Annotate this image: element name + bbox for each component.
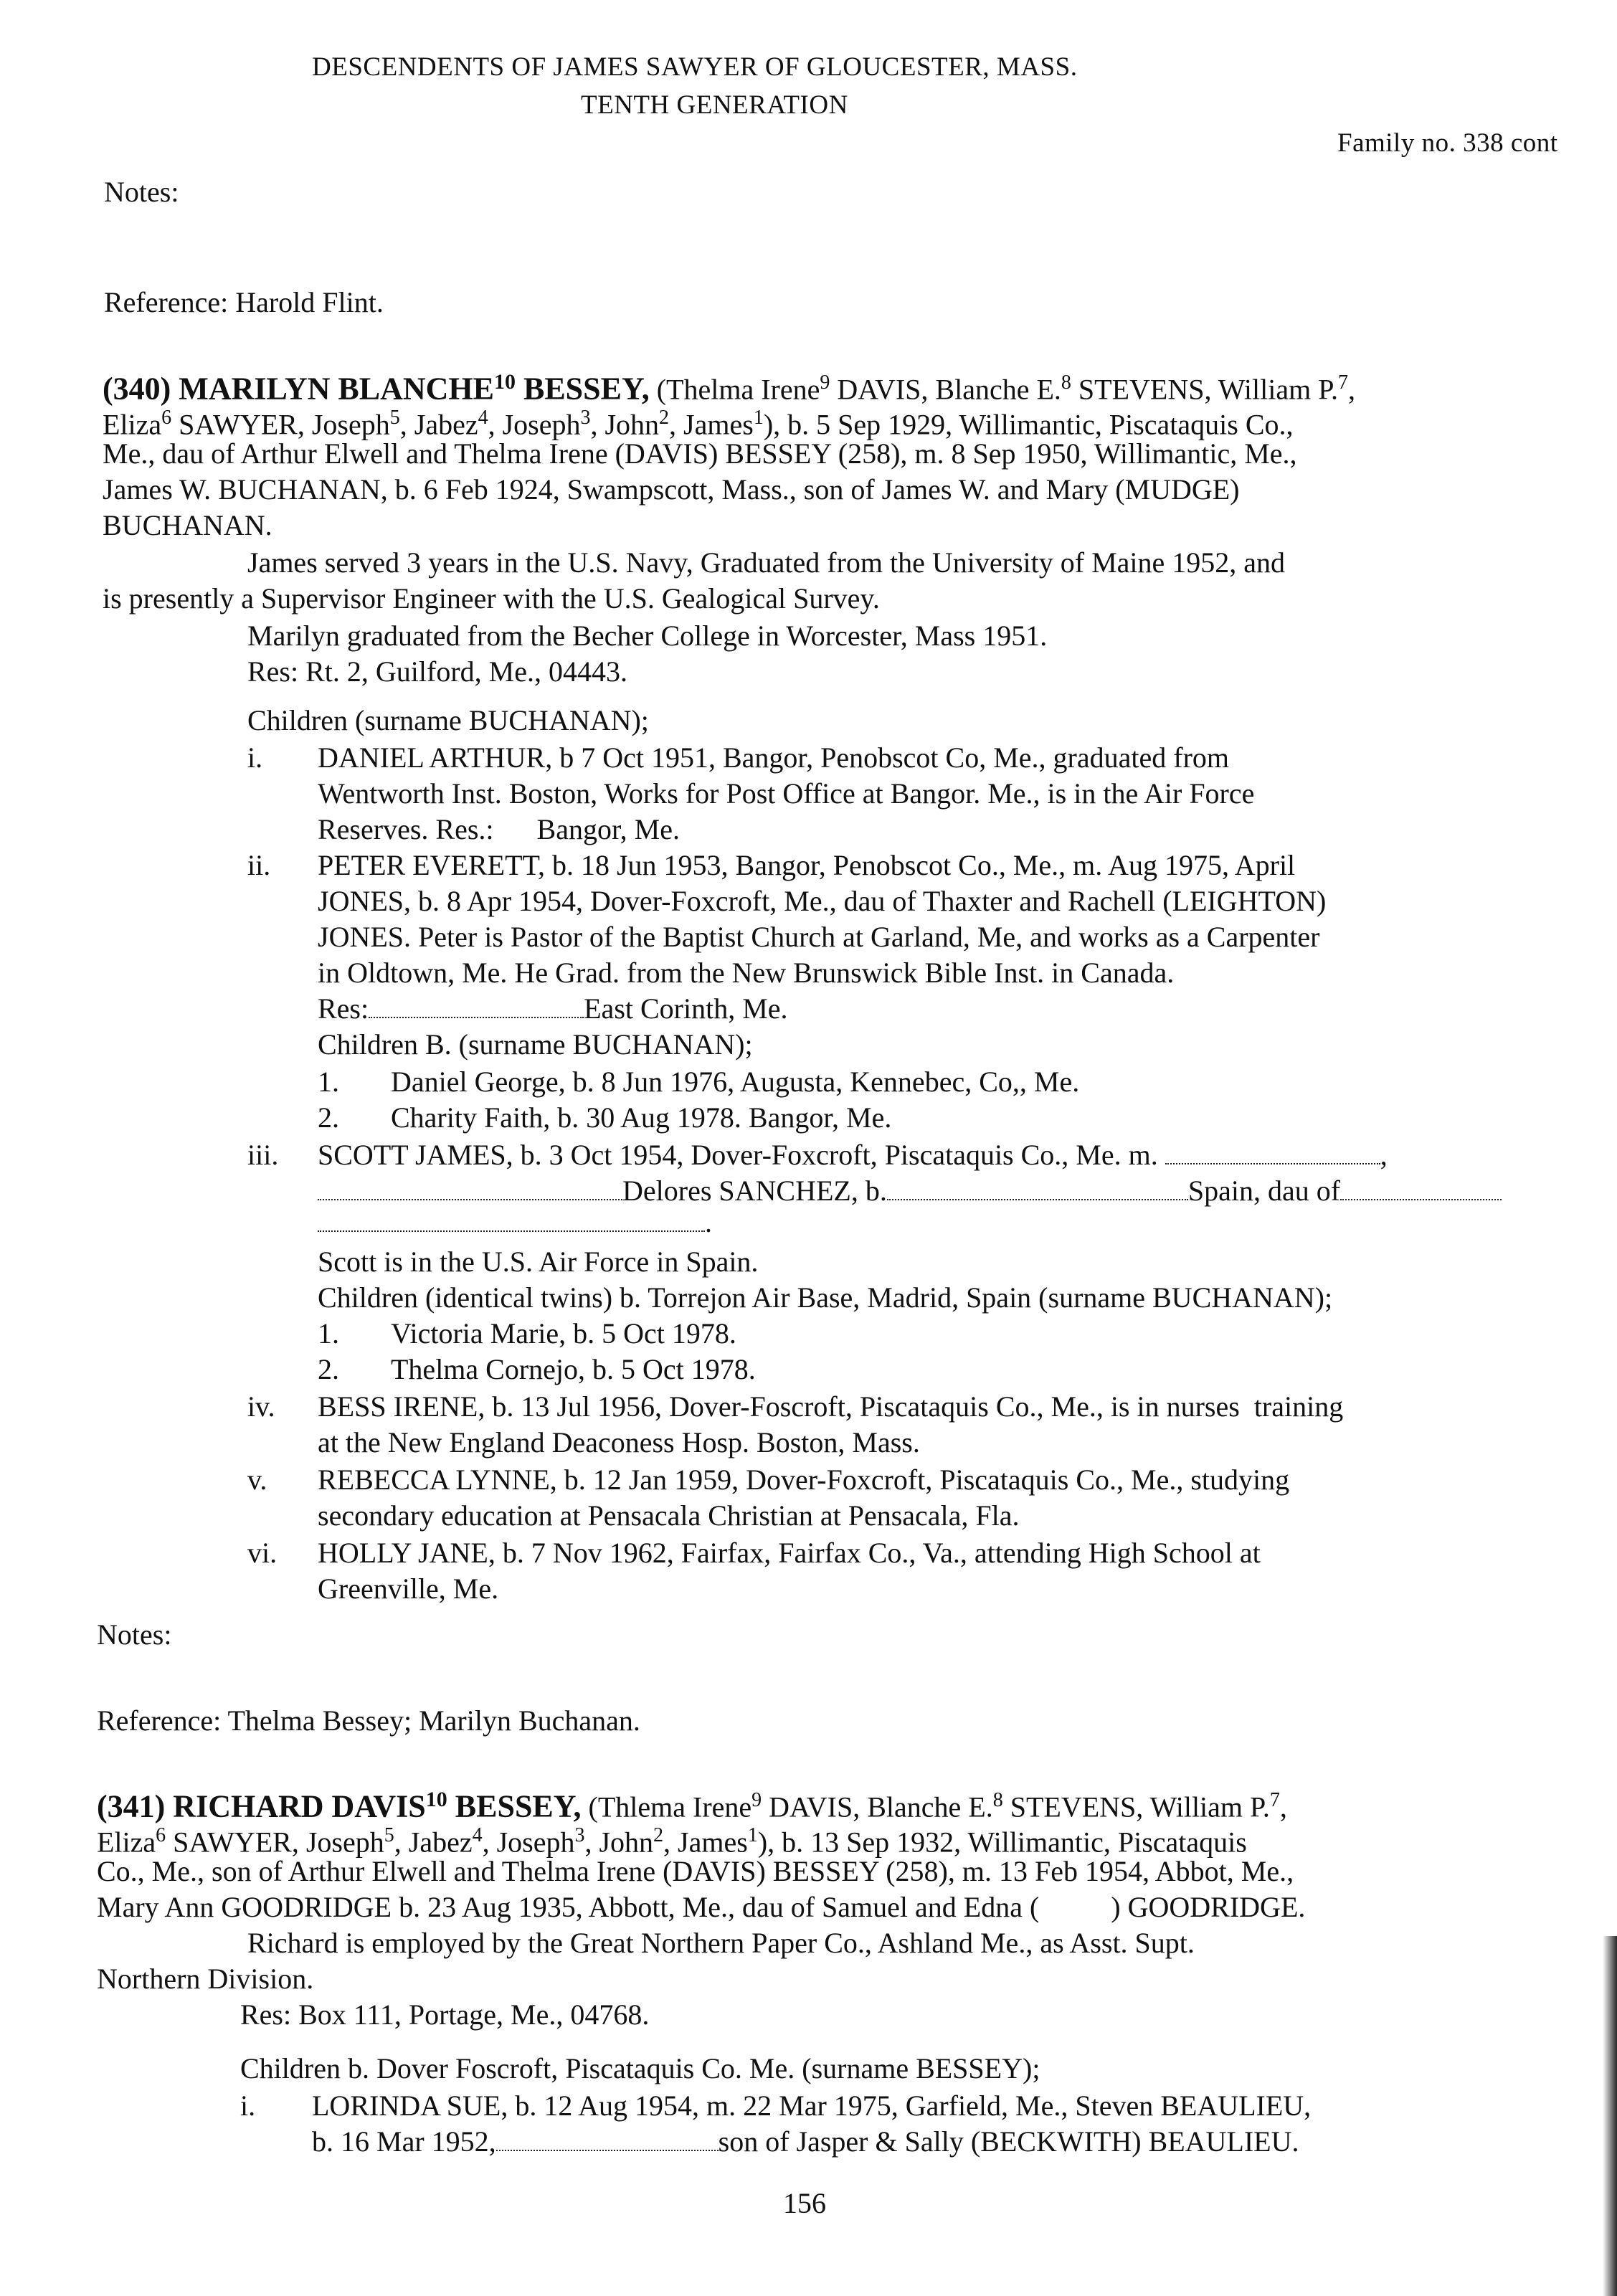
entry-341-residence: Res: Box 111, Portage, Me., 04768. xyxy=(240,1998,650,2031)
notes-label: Notes: xyxy=(97,1618,172,1651)
document-title: DESCENDENTS OF JAMES SAWYER OF GLOUCESTER, MASS. xyxy=(312,52,1078,82)
blank-field xyxy=(1165,1142,1380,1164)
entry-341-line4: Mary Ann GOODRIDGE b. 23 Aug 1935, Abbott, Me., dau of Samuel and Edna ( ) GOODRIDGE. xyxy=(97,1891,1306,1923)
child-1-line1: DANIEL ARTHUR, b 7 Oct 1951, Bangor, Penobscot Co, Me., graduated from xyxy=(318,741,1229,774)
reference-line: Reference: Harold Flint. xyxy=(104,286,384,318)
blank-field xyxy=(1340,1177,1502,1200)
blank-field xyxy=(496,2128,719,2151)
entry-340-para1b: is presently a Supervisor Engineer with the U.S. Gealogical Survey. xyxy=(103,582,880,615)
child-number: vi. xyxy=(247,1537,278,1569)
child-number: iv. xyxy=(247,1390,275,1423)
child-1-line2: b. 16 Mar 1952, son of Jasper & Sally (BECKWITH) BEAULIEU. xyxy=(312,2125,1299,2158)
child-number: ii. xyxy=(247,849,271,881)
child-2-line2: JONES, b. 8 Apr 1954, Dover-Foxcroft, Me., dau of Thaxter and Rachell (LEIGHTON) xyxy=(318,885,1327,917)
grandchild-1: Victoria Marie, b. 5 Oct 1978. xyxy=(391,1317,736,1349)
child-number: v. xyxy=(247,1464,267,1496)
scan-shadow xyxy=(1603,1936,1617,2296)
child-4-line1: BESS IRENE, b. 13 Jul 1956, Dover-Foscroft, Piscataquis Co., Me., is in nurses training xyxy=(318,1390,1344,1423)
entry-341-para1b: Northern Division. xyxy=(97,1963,314,1995)
entry-341-ancestry: Eliza$^6$ SAWYER, Joseph$^5$, Jabez$^4$, Joseph$^3$, John$^2$, James$^1$), b. 13 Sep 1932, Willimantic, Piscataquis xyxy=(97,1824,1247,1859)
child-2-line1: PETER EVERETT, b. 18 Jun 1953, Bangor, Penobscot Co., Me., m. Aug 1975, April xyxy=(318,849,1296,881)
entry-340-line5: BUCHANAN. xyxy=(103,509,272,541)
child-3-line3: . xyxy=(318,1205,712,1240)
family-number: Family no. 338 cont xyxy=(1337,128,1558,158)
child-3-line5: Children (identical twins) b. Torrejon Air Base, Madrid, Spain (surname BUCHANAN); xyxy=(318,1281,1333,1314)
page-number: 156 xyxy=(783,2187,826,2219)
entry-340-para1a: James served 3 years in the U.S. Navy, Graduated from the University of Maine 1952, and xyxy=(247,546,1286,579)
grandchild-1: Daniel George, b. 8 Jun 1976, Augusta, Kennebec, Co,, Me. xyxy=(391,1066,1080,1098)
entry-340-children-heading: Children (surname BUCHANAN); xyxy=(247,704,649,736)
blank-field xyxy=(318,1177,622,1200)
child-number: i. xyxy=(247,741,263,774)
grandchild-number: 2. xyxy=(318,1101,339,1134)
entry-340-heading: (340) MARILYN BLANCHE$^{10}$ BESSEY, (Thelma Irene$^9$ DAVIS, Blanche E.$^8$ STEVENS, William P.$^7$, xyxy=(103,370,1356,407)
blank-field xyxy=(318,1209,705,1232)
grandchild-number: 1. xyxy=(318,1317,339,1349)
entry-340-para2: Marilyn graduated from the Becher College in Worcester, Mass 1951. xyxy=(247,620,1048,652)
reference-line: Reference: Thelma Bessey; Marilyn Buchanan. xyxy=(97,1704,640,1737)
child-6-line2: Greenville, Me. xyxy=(318,1572,499,1605)
notes-label: Notes: xyxy=(104,176,179,208)
blank-field xyxy=(887,1177,1188,1200)
generation-heading: TENTH GENERATION xyxy=(581,90,848,120)
entry-341-heading: (341) RICHARD DAVIS$^{10}$ BESSEY, (Thlema Irene$^9$ DAVIS, Blanche E.$^8$ STEVENS, William P.$^7$, xyxy=(97,1788,1287,1824)
child-2-children-heading: Children B. (surname BUCHANAN); xyxy=(318,1028,753,1061)
child-2-residence: Res: East Corinth, Me. xyxy=(318,992,788,1025)
entry-340-line3: Me., dau of Arthur Elwell and Thelma Irene (DAVIS) BESSEY (258), m. 8 Sep 1950, Willimantic, Me., xyxy=(103,437,1297,470)
entry-341-para1a: Richard is employed by the Great Northern Paper Co., Ashland Me., as Asst. Supt. xyxy=(247,1927,1195,1959)
entry-340-line4: James W. BUCHANAN, b. 6 Feb 1924, Swampscott, Mass., son of James W. and Mary (MUDGE) xyxy=(103,473,1240,506)
child-1-line3: Reserves. Res.: Bangor, Me. xyxy=(318,813,680,845)
child-1-line2: Wentworth Inst. Boston, Works for Post Office at Bangor. Me., is in the Air Force xyxy=(318,777,1255,810)
grandchild-number: 1. xyxy=(318,1066,339,1098)
child-6-line1: HOLLY JANE, b. 7 Nov 1962, Fairfax, Fairfax Co., Va., attending High School at xyxy=(318,1537,1261,1569)
entry-341-line3: Co., Me., son of Arthur Elwell and Thelma Irene (DAVIS) BESSEY (258), m. 13 Feb 1954, Abbot, Me., xyxy=(97,1855,1294,1887)
child-4-line2: at the New England Deaconess Hosp. Boston, Mass. xyxy=(318,1426,920,1458)
grandchild-2: Thelma Cornejo, b. 5 Oct 1978. xyxy=(391,1353,756,1385)
child-number: iii. xyxy=(247,1139,279,1171)
child-2-line3: JONES. Peter is Pastor of the Baptist Church at Garland, Me, and works as a Carpenter xyxy=(318,921,1320,953)
child-number: i. xyxy=(240,2089,256,2122)
child-3-line4: Scott is in the U.S. Air Force in Spain. xyxy=(318,1246,759,1278)
entry-340-residence: Res: Rt. 2, Guilford, Me., 04443. xyxy=(247,655,627,688)
child-5-line1: REBECCA LYNNE, b. 12 Jan 1959, Dover-Foxcroft, Piscataquis Co., Me., studying xyxy=(318,1464,1290,1496)
entry-341-children-heading: Children b. Dover Foscroft, Piscataquis Co. Me. (surname BESSEY); xyxy=(240,2052,1040,2084)
grandchild-2: Charity Faith, b. 30 Aug 1978. Bangor, Me. xyxy=(391,1101,892,1134)
child-5-line2: secondary education at Pensacala Christian at Pensacala, Fla. xyxy=(318,1499,1020,1532)
child-1-line1: LORINDA SUE, b. 12 Aug 1954, m. 22 Mar 1975, Garfield, Me., Steven BEAULIEU, xyxy=(312,2089,1312,2122)
child-3-line1: SCOTT JAMES, b. 3 Oct 1954, Dover-Foxcroft, Piscataquis Co., Me. m. , xyxy=(318,1139,1388,1171)
blank-field xyxy=(369,995,584,1018)
grandchild-number: 2. xyxy=(318,1353,339,1385)
child-2-line4: in Oldtown, Me. He Grad. from the New Brunswick Bible Inst. in Canada. xyxy=(318,957,1175,989)
entry-340-ancestry: Eliza$^6$ SAWYER, Joseph$^5$, Jabez$^4$, Joseph$^3$, John$^2$, James$^1$), b. 5 Sep 1929, Willimantic, Piscataquis Co., xyxy=(103,407,1294,441)
child-3-line2: Delores SANCHEZ, b. Spain, dau of xyxy=(318,1173,1502,1209)
